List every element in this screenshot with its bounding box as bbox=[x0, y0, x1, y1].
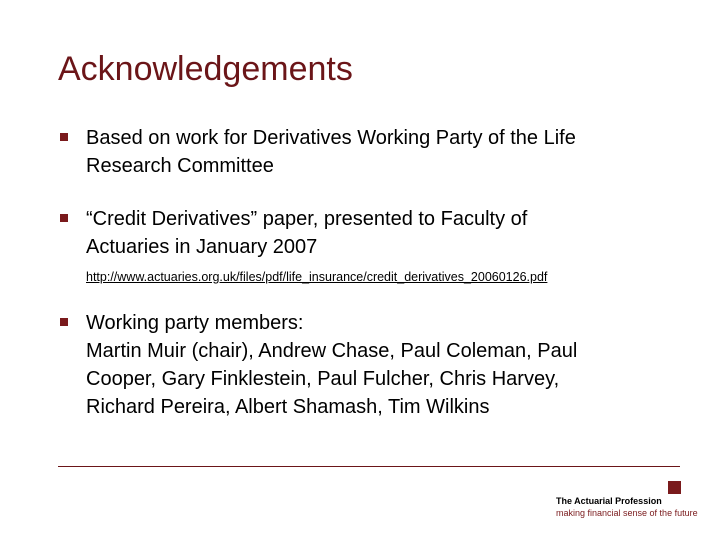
bullet-item bbox=[58, 205, 698, 285]
square-bullet-icon bbox=[60, 214, 68, 222]
bullet-list bbox=[58, 124, 698, 421]
bullet-line: Cooper, Gary Finklestein, Paul Fulcher, Chris Harvey, bbox=[86, 368, 560, 390]
logo-tagline: making financial sense of the future bbox=[556, 508, 698, 518]
logo-name: The Actuarial Profession bbox=[556, 496, 662, 506]
bullet-line: Working party members: bbox=[86, 312, 304, 334]
bullet-line: Research Committee bbox=[86, 155, 274, 177]
bullet-line: Based on work for Derivatives Working Party of the Life bbox=[86, 127, 576, 149]
logo-square-icon bbox=[668, 481, 681, 494]
square-bullet-icon bbox=[60, 133, 68, 141]
slide-title: Acknowledgements bbox=[58, 50, 353, 88]
bullet-line: Martin Muir (chair), Andrew Chase, Paul Coleman, Paul bbox=[86, 340, 578, 362]
bullet-line: Actuaries in January 2007 bbox=[86, 236, 318, 258]
bullet-item bbox=[58, 309, 698, 421]
bullet-item bbox=[58, 124, 698, 180]
paper-link[interactable]: http://www.actuaries.org.uk/files/pdf/life_insurance/credit_derivatives_20060126.pdf bbox=[86, 270, 548, 284]
square-bullet-icon bbox=[60, 318, 68, 326]
footer-divider bbox=[58, 466, 680, 467]
bullet-line: “Credit Derivatives” paper, presented to Faculty of bbox=[86, 208, 528, 230]
bullet-line: Richard Pereira, Albert Shamash, Tim Wilkins bbox=[86, 396, 490, 418]
